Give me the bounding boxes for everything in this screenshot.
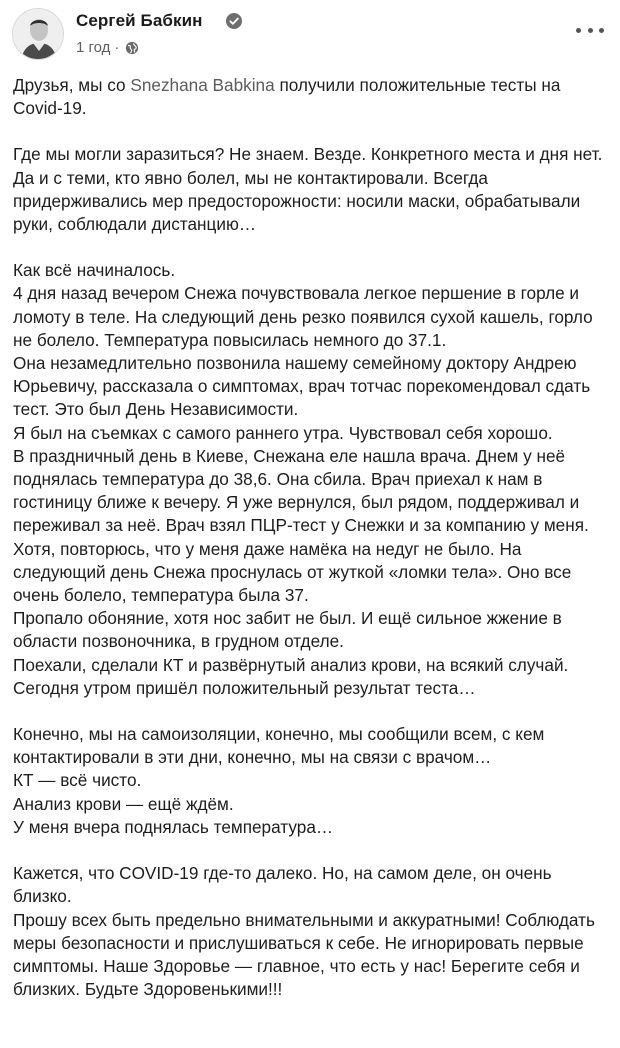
post-paragraph-1 [13,74,613,120]
post-paragraph-4: Конечно, мы на самоизоляции, конечно, мы сообщили всем, с кем контактировали в эти дни, конечно, мы на связи с врачом… КТ — всё чисто. Анализ крови — ещё ждём. У меня вчера поднялась температура… [13,724,545,837]
author-avatar[interactable] [12,8,64,60]
post-meta [76,39,139,56]
post-paragraph-2: Где мы могли заразиться? Не знаем. Везде. Конкретного места и дня нет. Да и с теми, кто явно болел, мы не контактировали. Всегда придерживались мер предосторожности: носили маски, обрабатывали руки, соблюдали дистанцию… [13,144,603,235]
meta-separator: · [114,39,120,56]
globe-icon [125,41,139,55]
post-paragraph-3: Как всё начиналось. 4 дня назад вечером Снежа почувствовала легкое першение в горле и ломоту в теле. На следующий день резко появился сухой кашель, горло не болело. Температура повысилась немного до 37.1. Она незамедлительно позвонила нашему семейному доктору Андрею Юрьевичу, рассказала о симптомах, врач тотчас порекомендовал сдать тест. Это был День Независимости. Я был на съемках с самого раннего утра. Чувствовал себя хорошо. В праздничный день в Киеве, Снежана еле нашла врача. Днем у неё поднялась температура до 38,6. Она сбила. Врач приехал к нам в гостиницу ближе к вечеру. Я уже вернулся, был рядом, поддерживал и переживал за неё. Врач взял ПЦР-тест у Снежки и за компанию у меня. Хотя, повторюсь, что у меня даже намёка на недуг не было. На следующий день Снежа проснулась от жуткой «ломки тела». Оно все очень болело, температура была 37. Пропало обоняние, хотя нос забит не был. И ещё сильное жжение в области позвоночника, в грудном отделе. Поехали, сделали КТ и развёрнутый анализ крови, на всякий случай. Сегодня утром пришёл положительный результат теста… [13,260,593,698]
post-body [13,74,613,1001]
post-paragraph-5: Кажется, что COVID-19 где-то далеко. Но, на самом деле, он очень близко. Прошу всех быть предельно внимательными и аккуратными! Соблюдать меры безопасности и прислушиваться к себе. Не игнорировать первые симптомы. Наше Здоровье — главное, что есть у нас! Берегите себя и близких. Будьте Здоровенькими!!! [13,863,595,1000]
post-header [12,8,608,64]
post-timestamp[interactable]: 1 год [76,39,111,56]
paragraph-1-before: Друзья, мы со [13,75,131,95]
mention-link[interactable]: Snezhana Babkina [130,75,275,95]
verified-badge-icon [226,13,242,29]
paragraph-1-after: получили положительные тесты на Covid-19. [13,75,561,119]
more-options-icon[interactable] [576,22,604,38]
author-name[interactable]: Сергей Бабкин [76,11,203,30]
